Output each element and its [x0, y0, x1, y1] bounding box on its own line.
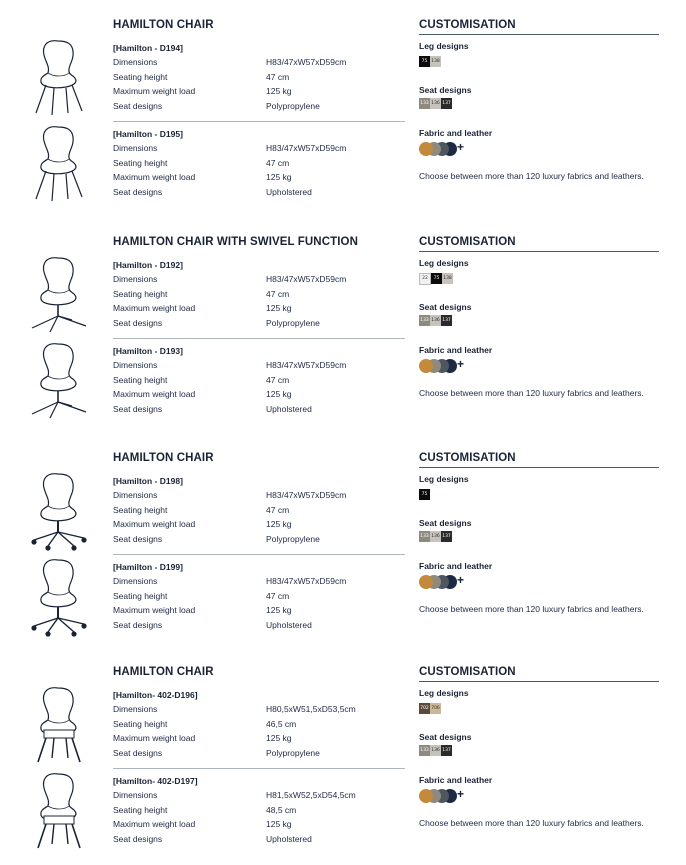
product-name: [Hamilton - D199] [113, 562, 183, 572]
more-fabrics-icon[interactable]: + [457, 357, 465, 371]
product-spec [113, 474, 413, 546]
spec-label: Seating height [113, 374, 168, 385]
leg-designs-label: Leg designs [419, 688, 469, 698]
spec-value: H80,5xW51,5xD53,5cm [266, 704, 356, 714]
product-name: [Hamilton - D192] [113, 260, 183, 270]
seat-swatch[interactable]: 137 [441, 315, 452, 326]
spec-label: Dimensions [113, 704, 158, 714]
spec-value: Upholstered [266, 403, 312, 414]
seat-swatches [419, 98, 452, 110]
swivel-chair-icon [28, 336, 90, 418]
spec-row [113, 503, 413, 518]
leg-swatch[interactable]: 138 [430, 56, 441, 67]
fabric-dot[interactable] [419, 359, 433, 373]
spec-label: Maximum weight load [113, 389, 196, 399]
leg-swatch[interactable]: 22 [419, 273, 431, 285]
spec-row [113, 185, 413, 200]
spec-value: H83/47xW57xD59cm [266, 576, 347, 586]
product-name: [Hamilton- 402-D196] [113, 690, 198, 700]
seat-swatch[interactable]: 136 [430, 745, 441, 756]
spec-label: Maximum weight load [113, 86, 196, 96]
product-name: [Hamilton - D195] [113, 129, 183, 139]
fabric-dot[interactable] [419, 575, 433, 589]
spec-value: 48,5 cm [266, 804, 297, 815]
customisation-divider [419, 681, 659, 682]
spec-row [113, 84, 413, 99]
leg-swatch[interactable]: 75 [431, 273, 442, 284]
spec-value: 47 cm [266, 590, 290, 601]
seat-swatch[interactable]: 133 [419, 98, 430, 109]
fabric-label: Fabric and leather [419, 775, 493, 785]
spec-row [113, 373, 413, 388]
seat-designs-label: Seat designs [419, 302, 472, 312]
spec-row [113, 287, 413, 302]
customisation-title: CUSTOMISATION [419, 666, 516, 678]
product-section [0, 655, 686, 865]
spec-label: Maximum weight load [113, 519, 196, 529]
spec-row [113, 387, 413, 402]
spec-label: Dimensions [113, 490, 158, 500]
fabric-dot[interactable] [419, 789, 433, 803]
spec-row [113, 55, 413, 70]
spec-label: Seat designs [113, 619, 163, 630]
spec-label: Seat designs [113, 186, 163, 197]
spec-row [113, 156, 413, 171]
spec-row [113, 316, 413, 331]
spec-label: Maximum weight load [113, 733, 196, 743]
spec-value: H83/47xW57xD59cm [266, 490, 347, 500]
spec-row [113, 618, 413, 633]
customisation-divider [419, 251, 659, 252]
castor-chair-icon [28, 466, 90, 548]
spec-label: Dimensions [113, 790, 158, 800]
customisation-title: CUSTOMISATION [419, 452, 516, 464]
spec-label: Seat designs [113, 403, 163, 414]
spec-value: 125 kg [266, 605, 292, 615]
fabric-dot[interactable] [419, 142, 433, 156]
spec-row [113, 517, 413, 532]
seat-swatch[interactable]: 133 [419, 745, 430, 756]
spec-value: 125 kg [266, 172, 292, 182]
customisation-divider [419, 34, 659, 35]
spec-value: Polypropylene [266, 100, 320, 111]
product-spec [113, 127, 413, 199]
spec-label: Seating height [113, 504, 168, 515]
spec-row [113, 702, 413, 717]
leg-designs-label: Leg designs [419, 258, 469, 268]
fabric-note: Choose between more than 120 luxury fabrics and leathers. [419, 604, 644, 614]
spec-row [113, 717, 413, 732]
section-title: HAMILTON CHAIR [113, 666, 214, 678]
spec-label: Seating height [113, 288, 168, 299]
seat-swatch[interactable]: 136 [430, 531, 441, 542]
fabric-note: Choose between more than 120 luxury fabrics and leathers. [419, 388, 644, 398]
seat-swatches [419, 745, 452, 757]
spec-label: Seat designs [113, 100, 163, 111]
spec-label: Dimensions [113, 360, 158, 370]
more-fabrics-icon[interactable]: + [457, 140, 465, 154]
fabric-label: Fabric and leather [419, 561, 493, 571]
product-spec [113, 560, 413, 632]
spec-label: Seating height [113, 71, 168, 82]
spec-value: H81,5xW52,5xD54,5cm [266, 790, 356, 800]
seat-swatch[interactable]: 133 [419, 531, 430, 542]
spec-value: H83/47xW57xD59cm [266, 274, 347, 284]
seat-swatch[interactable]: 136 [430, 315, 441, 326]
spec-value: 125 kg [266, 519, 292, 529]
spec-row [113, 731, 413, 746]
seat-swatch[interactable]: 137 [441, 98, 452, 109]
spec-value: H83/47xW57xD59cm [266, 143, 347, 153]
product-name: [Hamilton - D194] [113, 43, 183, 53]
spec-row [113, 301, 413, 316]
fabric-swatches[interactable] [419, 575, 479, 589]
product-divider [113, 121, 405, 122]
spec-label: Dimensions [113, 274, 158, 284]
spec-value: 125 kg [266, 819, 292, 829]
spec-label: Maximum weight load [113, 172, 196, 182]
product-name: [Hamilton- 402-D197] [113, 776, 198, 786]
spec-value: H83/47xW57xD59cm [266, 360, 347, 370]
spec-row [113, 532, 413, 547]
spec-label: Seat designs [113, 533, 163, 544]
fabric-note: Choose between more than 120 luxury fabrics and leathers. [419, 818, 644, 828]
fabric-swatches[interactable] [419, 142, 479, 156]
spec-value: 47 cm [266, 157, 290, 168]
spec-row [113, 746, 413, 761]
spec-row [113, 272, 413, 287]
spec-value: Upholstered [266, 619, 312, 630]
seat-swatch[interactable]: 137 [441, 745, 452, 756]
spec-label: Seat designs [113, 317, 163, 328]
spec-label: Dimensions [113, 576, 158, 586]
product-name: [Hamilton - D198] [113, 476, 183, 486]
spec-label: Dimensions [113, 57, 158, 67]
more-fabrics-icon[interactable]: + [457, 787, 465, 801]
spec-label: Seating height [113, 718, 168, 729]
leg-swatch[interactable]: 75 [419, 489, 430, 500]
seat-designs-label: Seat designs [419, 85, 472, 95]
spec-row [113, 170, 413, 185]
product-spec [113, 258, 413, 330]
product-section [0, 225, 686, 435]
spec-value: 125 kg [266, 86, 292, 96]
spec-label: Maximum weight load [113, 303, 196, 313]
spec-row [113, 603, 413, 618]
spec-label: Seating height [113, 804, 168, 815]
product-spec [113, 41, 413, 113]
leg-swatches [419, 273, 453, 285]
spec-row [113, 99, 413, 114]
fabric-label: Fabric and leather [419, 128, 493, 138]
spec-value: 47 cm [266, 288, 290, 299]
spec-row [113, 589, 413, 604]
leg-swatch[interactable]: 702 [419, 703, 430, 714]
more-fabrics-icon[interactable]: + [457, 573, 465, 587]
spec-value: Polypropylene [266, 747, 320, 758]
spec-label: Seating height [113, 157, 168, 168]
product-divider [113, 768, 405, 769]
spec-label: Seating height [113, 590, 168, 601]
section-title: HAMILTON CHAIR [113, 19, 214, 31]
spec-label: Dimensions [113, 143, 158, 153]
leg-swatch[interactable]: 138 [442, 273, 453, 284]
spec-value: 47 cm [266, 504, 290, 515]
leg-designs-label: Leg designs [419, 41, 469, 51]
customisation-divider [419, 467, 659, 468]
spec-value: 125 kg [266, 389, 292, 399]
leg-swatch[interactable]: 75 [419, 56, 430, 67]
spec-row [113, 141, 413, 156]
leg-designs-label: Leg designs [419, 474, 469, 484]
spec-value: 125 kg [266, 303, 292, 313]
spec-row [113, 488, 413, 503]
spec-label: Maximum weight load [113, 819, 196, 829]
seat-swatch[interactable]: 136 [430, 98, 441, 109]
section-title: HAMILTON CHAIR [113, 452, 214, 464]
spec-value: 47 cm [266, 374, 290, 385]
spec-value: Upholstered [266, 833, 312, 844]
fabric-label: Fabric and leather [419, 345, 493, 355]
spec-row [113, 832, 413, 847]
product-spec [113, 344, 413, 416]
fabric-swatches[interactable] [419, 789, 479, 803]
leg-swatches [419, 703, 441, 715]
seat-swatch[interactable]: 137 [441, 531, 452, 542]
seat-swatches [419, 531, 452, 543]
spec-label: Maximum weight load [113, 605, 196, 615]
product-spec [113, 688, 413, 760]
spec-value: Polypropylene [266, 533, 320, 544]
spec-row [113, 788, 413, 803]
product-name: [Hamilton - D193] [113, 346, 183, 356]
spec-value: Upholstered [266, 186, 312, 197]
spec-label: Seat designs [113, 833, 163, 844]
spec-row [113, 358, 413, 373]
product-spec [113, 774, 413, 846]
section-title: HAMILTON CHAIR WITH SWIVEL FUNCTION [113, 236, 358, 248]
fabric-note: Choose between more than 120 luxury fabrics and leathers. [419, 171, 644, 181]
four-leg-chair-icon [28, 33, 90, 115]
castor-chair-icon [28, 552, 90, 634]
fabric-swatches[interactable] [419, 359, 479, 373]
product-section [0, 441, 686, 651]
spec-value: 125 kg [266, 733, 292, 743]
swivel-chair-icon [28, 250, 90, 332]
customisation-title: CUSTOMISATION [419, 236, 516, 248]
spec-value: 47 cm [266, 71, 290, 82]
spec-row [113, 70, 413, 85]
spec-row [113, 803, 413, 818]
leg-swatches [419, 56, 441, 68]
seat-swatches [419, 315, 452, 327]
spec-value: Polypropylene [266, 317, 320, 328]
four-leg-chair-icon [28, 119, 90, 201]
wood-leg-chair-icon [28, 680, 90, 762]
leg-swatch[interactable]: 706 [430, 703, 441, 714]
spec-row [113, 817, 413, 832]
seat-designs-label: Seat designs [419, 732, 472, 742]
seat-swatch[interactable]: 133 [419, 315, 430, 326]
spec-row [113, 402, 413, 417]
spec-value: 46,5 cm [266, 718, 297, 729]
product-divider [113, 554, 405, 555]
spec-label: Seat designs [113, 747, 163, 758]
spec-row [113, 574, 413, 589]
product-section [0, 8, 686, 218]
leg-swatches [419, 489, 430, 501]
customisation-title: CUSTOMISATION [419, 19, 516, 31]
seat-designs-label: Seat designs [419, 518, 472, 528]
wood-leg-chair-icon [28, 766, 90, 848]
spec-value: H83/47xW57xD59cm [266, 57, 347, 67]
product-divider [113, 338, 405, 339]
